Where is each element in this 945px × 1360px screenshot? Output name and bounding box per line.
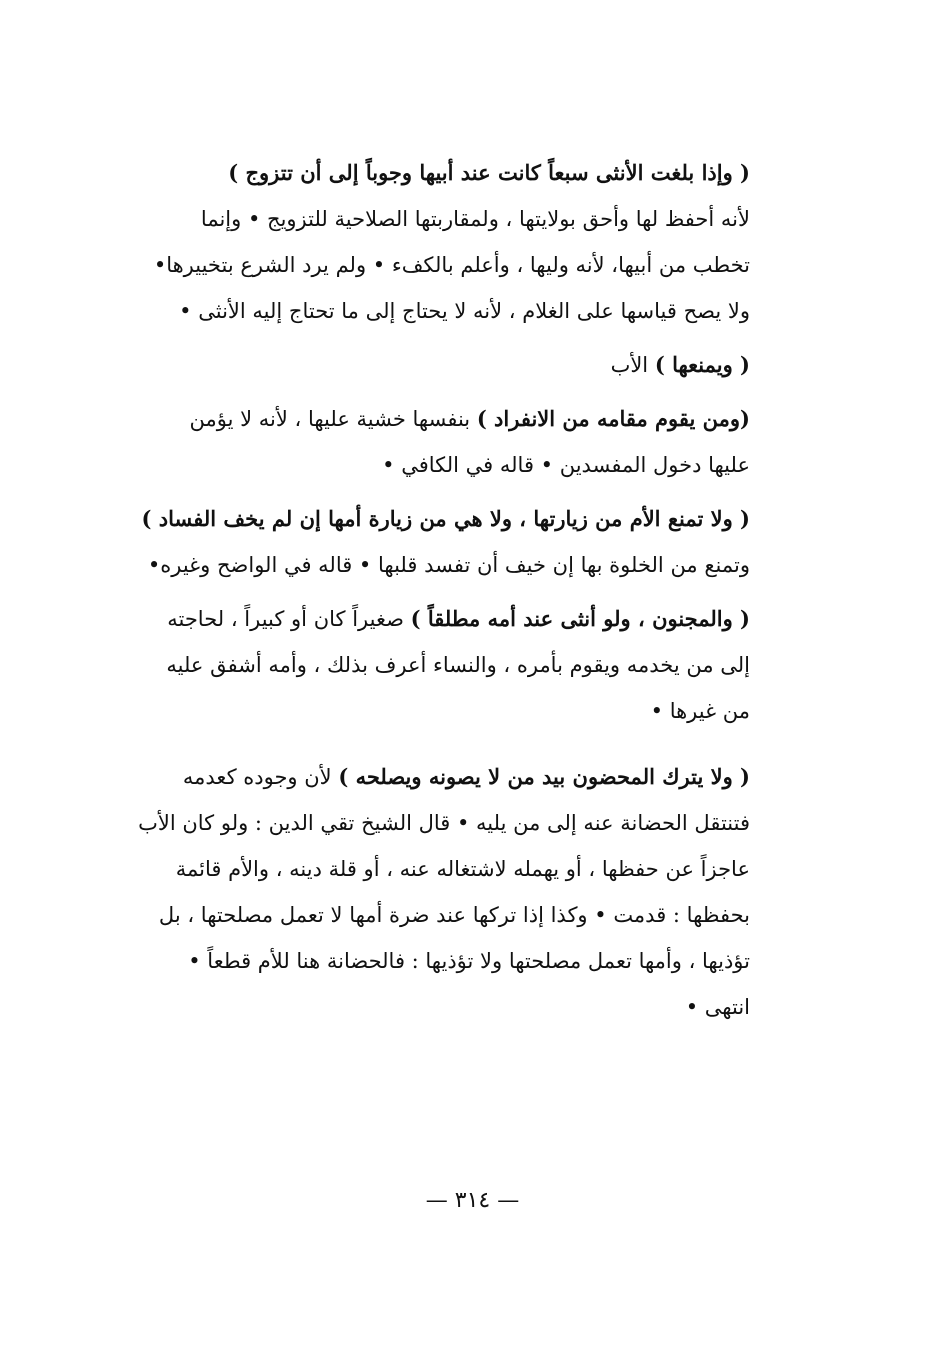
text-line [100,442,750,488]
bold-phrase: ( ولا يترك المحضون بيد من لا يصونه ويصلحه ) [338,764,750,789]
paragraph-insane-custody [100,596,750,734]
body-text: صغيراً كان أو كبيراً ، لحاجته [167,607,411,631]
body-text: من غيرها • [650,699,750,723]
paragraph-neglect [100,754,750,1030]
text-line [100,800,750,846]
body-text: عاجزاً عن حفظها ، أو يهمله لاشتغاله عنه ، أو قلة دينه ، والأم قائمة [175,857,750,881]
body-text: لأن وجوده كعدمه [182,765,339,789]
body-text: لأنه أحفظ لها وأحق بولايتها ، ولمقاربتها الصلاحية للتزويج • وإنما [200,207,750,231]
body-text: بنفسها خشية عليها ، لأنه لا يؤمن [189,407,477,431]
body-text: تخطب من أبيها، لأنه وليها ، وأعلم بالكفء • ولم يرد الشرع بتخييرها• [153,253,750,277]
text-line [100,196,750,242]
text-line [100,596,750,642]
text-line [100,496,750,542]
body-text: إلى من يخدمه ويقوم بأمره ، والنساء أعرف بذلك ، وأمه أشفق عليه [166,653,750,677]
text-line [100,892,750,938]
bold-phrase: ( وإذا بلغت الأنثى سبعاً كانت عند أبيها وجوباً إلى أن تتزوج ) [228,160,750,185]
paragraph-girl-custody [100,150,750,334]
text-line [100,396,750,442]
body-text: الأب [610,353,655,377]
text-line [100,342,750,388]
body-text: انتهى • [685,995,750,1019]
paragraph-isolation [100,396,750,488]
body-text: فتنتقل الحضانة عنه إلى من يليه • قال الشيخ تقي الدين : ولو كان الأب [138,811,750,835]
body-text: عليها دخول المفسدين • قاله في الكافي • [382,453,750,477]
body-text: تؤذيها ، وأمها تعمل مصلحتها ولا تؤذيها : فالحضانة هنا للأم قطعاً • [188,949,750,973]
paragraph-mother-visits [100,496,750,588]
bold-phrase: ( ويمنعها ) [654,352,750,377]
text-line [100,242,750,288]
paragraph-father-prevents [100,342,750,388]
bold-phrase: (ومن يقوم مقامه من الانفراد ) [476,406,750,431]
bold-phrase: ( ولا تمنع الأم من زيارتها ، ولا هي من زيارة أمها إن لم يخف الفساد ) [141,506,750,531]
text-line [100,642,750,688]
page-number: — ٣١٤ — [425,1188,520,1213]
text-line [100,754,750,800]
text-line [100,288,750,334]
text-line [100,984,750,1030]
page-body [100,150,750,1030]
text-line [100,542,750,588]
text-line [100,688,750,734]
bold-phrase: ( والمجنون ، ولو أنثى عند أمه مطلقاً ) [410,606,750,631]
body-text: وتمنع من الخلوة بها إن خيف أن تفسد قلبها • قاله في الواضح وغيره• [147,553,750,577]
body-text: ولا يصح قياسها على الغلام ، لأنه لا يحتاج إلى ما تحتاج إليه الأنثى • [179,299,750,323]
text-line [100,846,750,892]
text-line [100,150,750,196]
body-text: بحفظها : قدمت • وكذا إذا تركها عند ضرة أمها لا تعمل مصلحتها ، بل [158,903,750,927]
text-line [100,938,750,984]
